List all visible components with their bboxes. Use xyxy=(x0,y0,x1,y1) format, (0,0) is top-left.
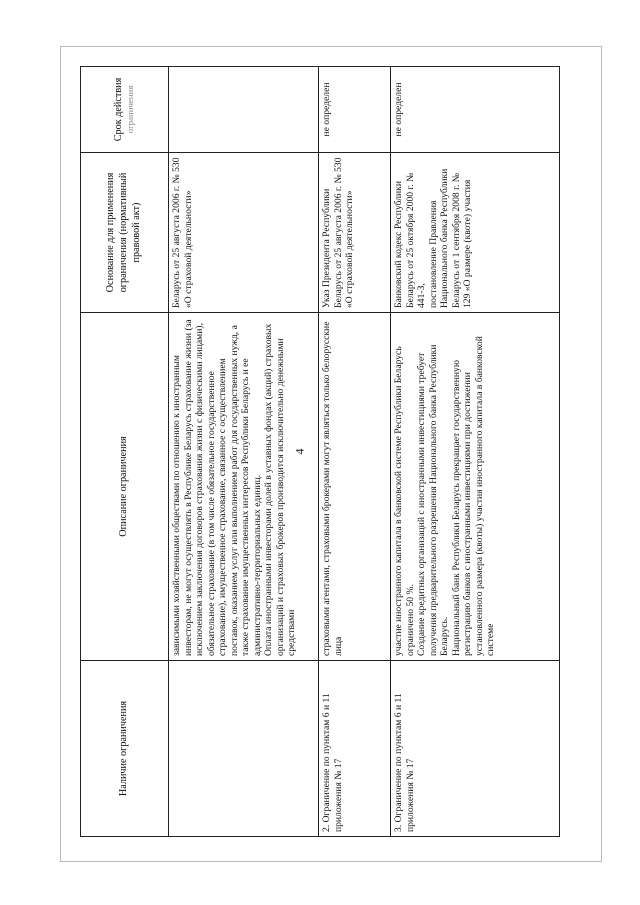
header-basis: Основание для применения ограничения (нормативный правовой акт) xyxy=(81,153,169,313)
rotated-table-container xyxy=(80,67,560,837)
row2-name: 2. Ограничение по пунктам 6 и 11 приложения № 17 xyxy=(319,661,391,837)
header-name: Наличие ограничения xyxy=(81,661,169,837)
row1-basis: Беларусь от 25 августа 2006 г. № 530 «О страховой деятельности» xyxy=(169,153,319,313)
header-term xyxy=(81,67,169,153)
header-term-label: Срок действия xyxy=(112,77,124,142)
row1-term xyxy=(169,67,319,153)
row2-basis: Указ Президента Республики Беларусь от 25 августа 2006 г. № 530 «О страховой деятельности» xyxy=(319,153,391,313)
header-term-extra: ограничения xyxy=(125,85,136,134)
table-row xyxy=(169,67,319,837)
page-number: 4 xyxy=(292,448,307,455)
row3-description xyxy=(391,313,560,661)
restrictions-table xyxy=(80,66,560,837)
row3-basis xyxy=(391,153,560,313)
table-header-row xyxy=(81,67,169,837)
row3-basis-para: Банковский кодекс Республики Беларусь от 25 октября 2000 г. № 441-З, xyxy=(393,172,427,308)
row2-term: не определен xyxy=(319,67,391,153)
header-description: Описание ограничения xyxy=(81,313,169,661)
table-row xyxy=(391,67,560,837)
row1-description-para: Оплата иностранными инвесторами долей в уставных фондах (акций) страховых организаций и страховых брокеров производится исключительно денежными средствами xyxy=(263,323,297,656)
row3-description-para: Создание кредитных организаций с иностранными инвестициями требует получения предварительного разрешения Национального банка Республики Беларусь. xyxy=(416,344,450,656)
table-row xyxy=(319,67,391,837)
row2-description xyxy=(319,313,391,661)
row1-description xyxy=(169,313,319,661)
row3-name: 3. Ограничение по пунктам 6 и 11 приложения № 17 xyxy=(391,661,560,837)
row1-name xyxy=(169,661,319,837)
row2-description-para: страховыми агентами, страховыми брокерами могут являться только белорусские лица xyxy=(321,321,344,656)
row3-description-para: Национальный банк Республики Беларусь прекращает государственную регистрацию банков с иностранными инвестициями при достижении установленного размера (квоты) участия иностранного капитала в банковской системе xyxy=(450,336,496,656)
row3-term: не определен xyxy=(391,67,560,153)
row3-basis-para: постановление Правления Национального банка Республики Беларусь от 1 сентября 2008 г. № 129 «О размере (квоте) участия xyxy=(427,168,473,308)
row3-description-para: участие иностранного капитала в банковской системе Республики Беларусь ограничено 50 %. xyxy=(393,346,416,656)
row1-description-para: зависимыми хозяйственными обществами по отношению к иностранным инвесторам, не могут осуществлять в Республике Беларусь страхование жизни (за исключением заключения договоров страхования жизни с физическими лицами), обязательное страхование (в том числе обязательное государственное страхование), имущественное страхование, связанное с осуществлением поставок, оказанием услуг или выполнением работ для государственных нужд, а также страхование имущественных интересов Республики Беларусь и ее административно-территориальных единиц. xyxy=(171,319,263,656)
